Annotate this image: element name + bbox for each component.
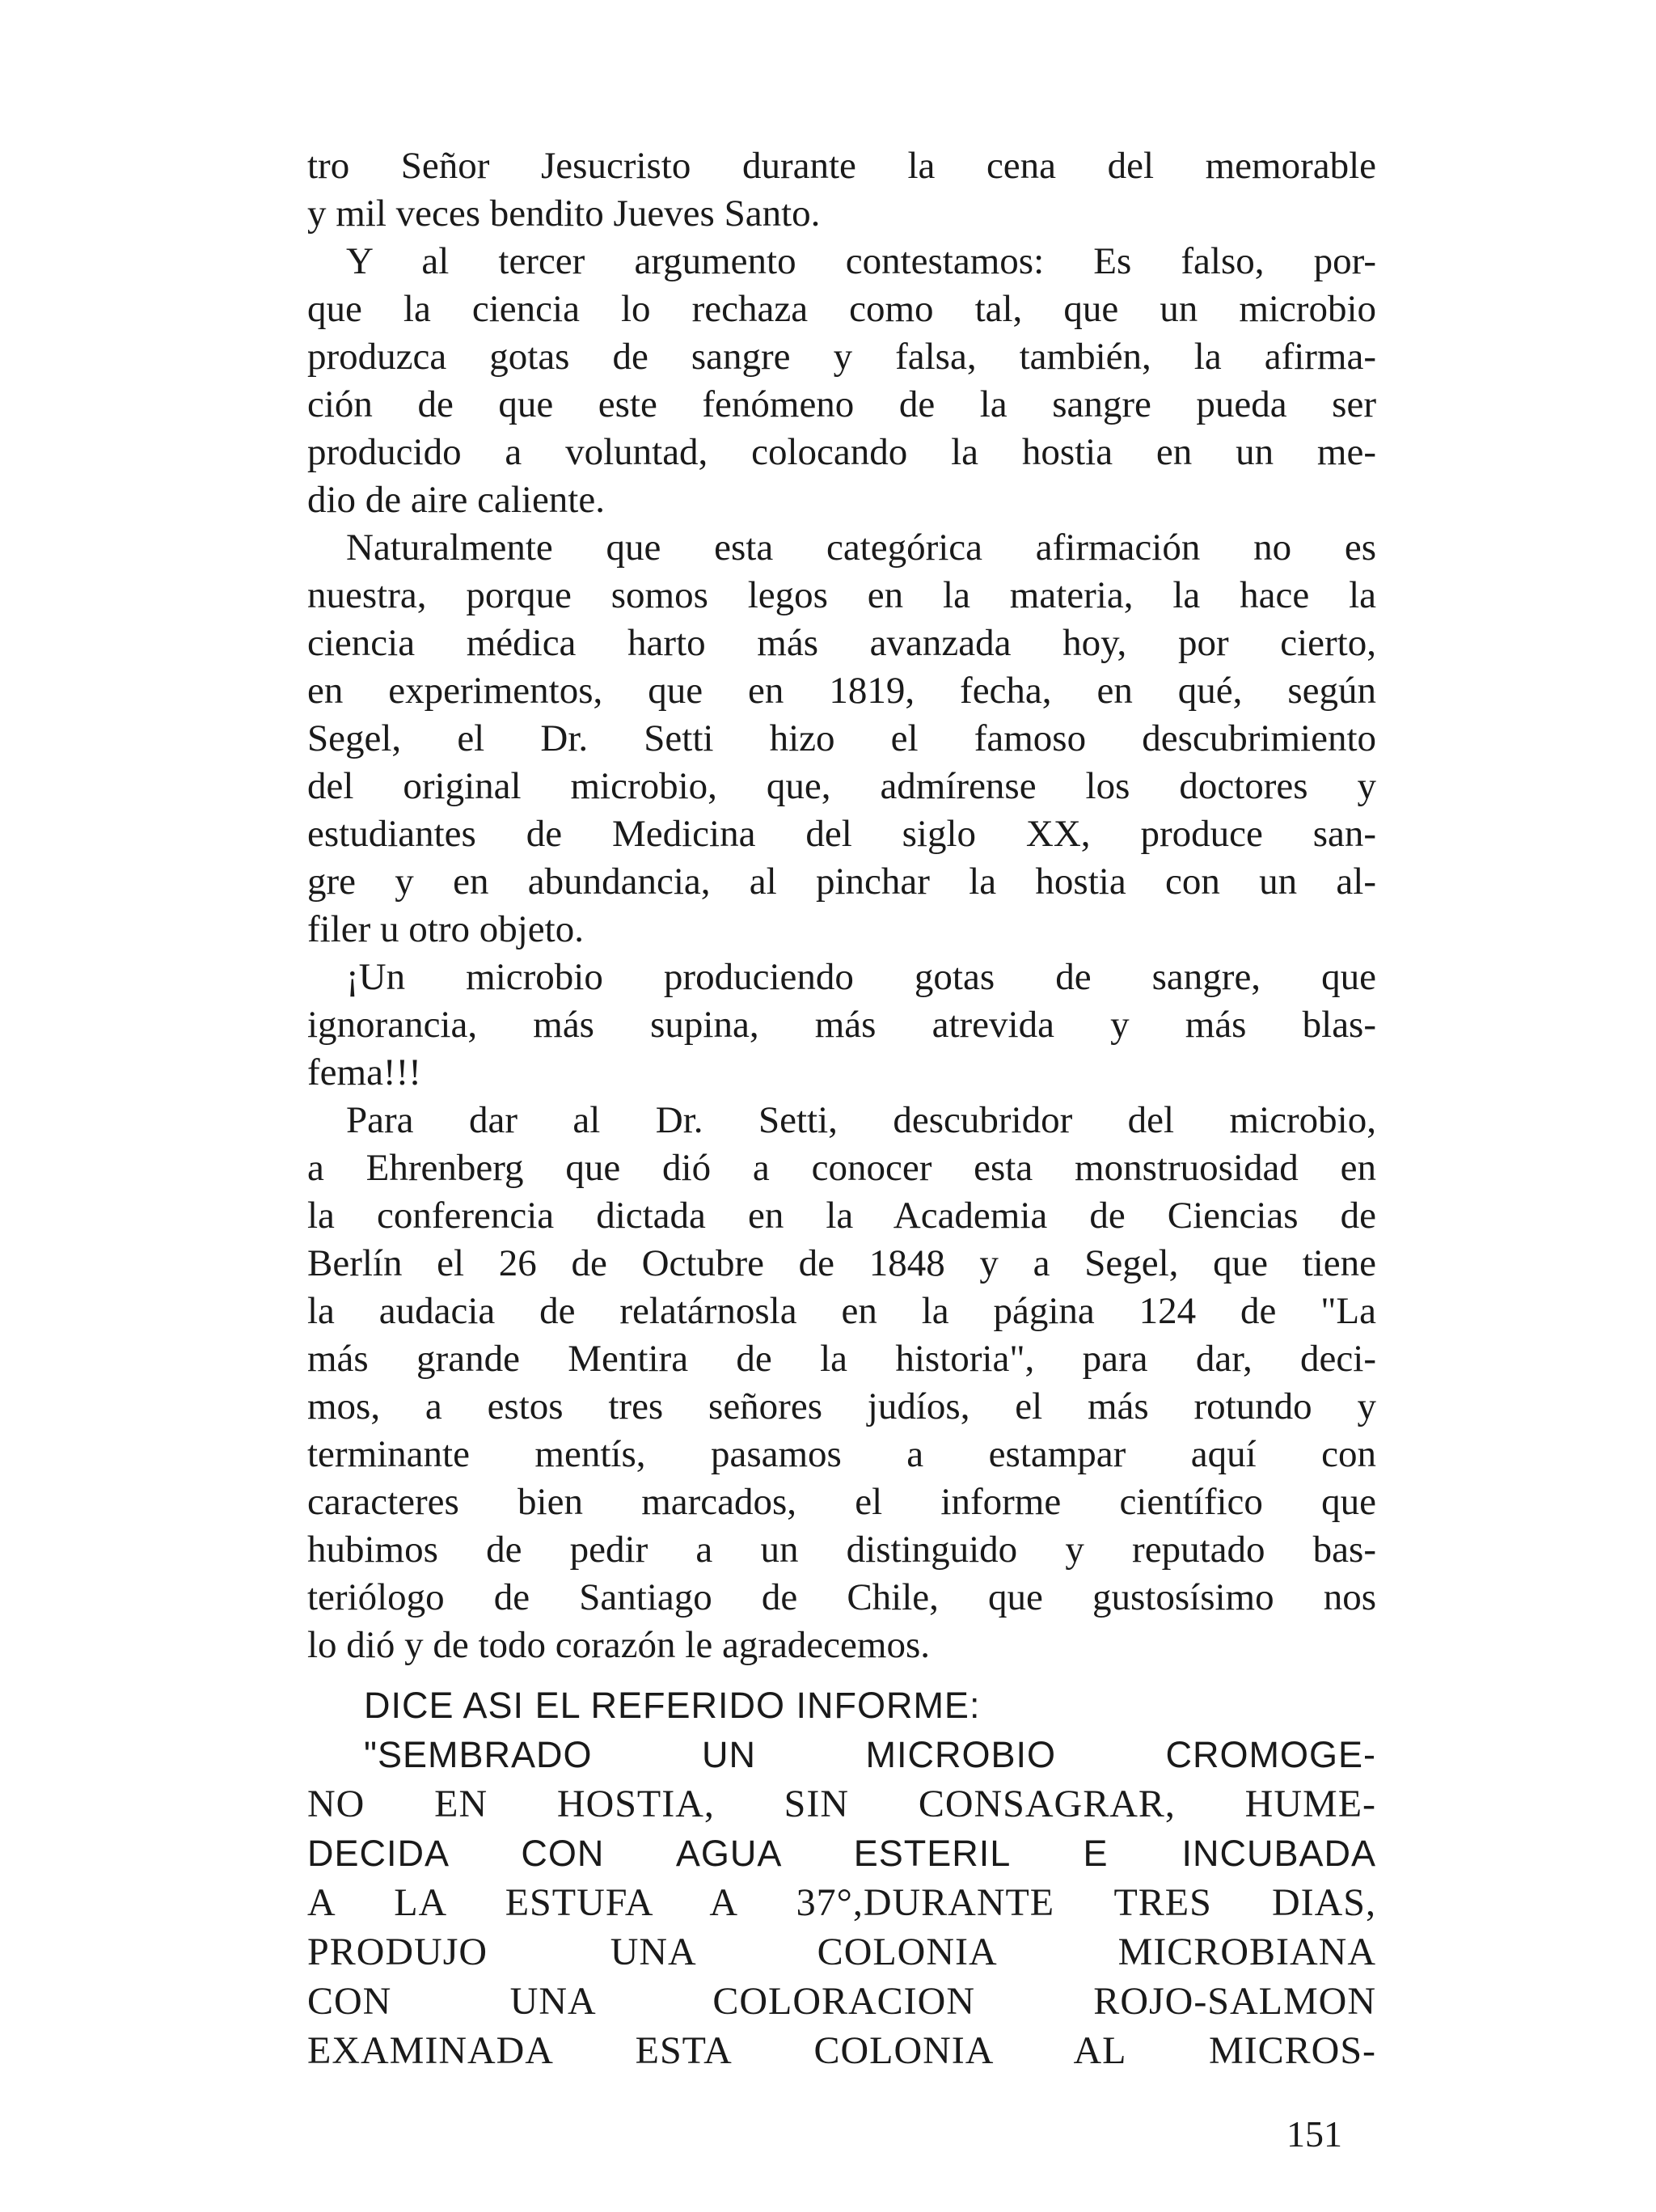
text-line: más grande Mentira de la historia", para dar, deci- bbox=[307, 1338, 1376, 1380]
report-line: CON UNA COLORACION ROJO-SALMON bbox=[307, 1980, 1376, 2023]
text-line: ignorancia, más supina, más atrevida y más blas- bbox=[307, 1004, 1376, 1046]
text-line: produzca gotas de sangre y falsa, también, la afirma- bbox=[307, 336, 1376, 378]
report-line: A LA ESTUFA A 37°,DURANTE TRES DIAS, bbox=[307, 1881, 1376, 1924]
text-line: teriólogo de Santiago de Chile, que gustosísimo nos bbox=[307, 1576, 1376, 1618]
text-line: caracteres bien marcados, el informe científico que bbox=[307, 1481, 1376, 1523]
text-line: Naturalmente que esta categórica afirmación no es bbox=[346, 527, 1376, 569]
text-line: nuestra, porque somos legos en la materia, la hace la bbox=[307, 574, 1376, 616]
text-line: y mil veces bendito Jueves Santo. bbox=[307, 192, 821, 235]
text-line: del original microbio, que, admírense los doctores y bbox=[307, 765, 1376, 807]
text-line: terminante mentís, pasamos a estampar aquí con bbox=[307, 1433, 1376, 1475]
text-line: estudiantes de Medicina del siglo XX, produce san- bbox=[307, 813, 1376, 855]
text-line: Y al tercer argumento contestamos: Es falso, por- bbox=[346, 240, 1376, 282]
text-line: Berlín el 26 de Octubre de 1848 y a Segel, que tiene bbox=[307, 1242, 1376, 1284]
report-line: PRODUJO UNA COLONIA MICROBIANA bbox=[307, 1931, 1376, 1973]
text-line: mos, a estos tres señores judíos, el más rotundo y bbox=[307, 1385, 1376, 1427]
report-line: DECIDA CON AGUA ESTERIL E INCUBADA bbox=[307, 1833, 1376, 1874]
report-line: NO EN HOSTIA, SIN CONSAGRAR, HUME- bbox=[307, 1783, 1376, 1825]
text-line: ¡Un microbio produciendo gotas de sangre, que bbox=[346, 956, 1376, 998]
text-line: Segel, el Dr. Setti hizo el famoso descubrimiento bbox=[307, 717, 1376, 759]
text-line: producido a voluntad, colocando la hostia en un me- bbox=[307, 431, 1376, 473]
text-line: la conferencia dictada en la Academia de Ciencias de bbox=[307, 1195, 1376, 1237]
text-line: gre y en abundancia, al pinchar la hostia con un al- bbox=[307, 861, 1376, 903]
page-number: 151 bbox=[1286, 2113, 1342, 2155]
report-line: "SEMBRADO UN MICROBIO CROMOGE- bbox=[364, 1734, 1376, 1775]
text-line: a Ehrenberg que dió a conocer esta monstruosidad en bbox=[307, 1147, 1376, 1189]
text-line: Para dar al Dr. Setti, descubridor del microbio, bbox=[346, 1099, 1376, 1141]
text-line: en experimentos, que en 1819, fecha, en qué, según bbox=[307, 670, 1376, 712]
report-heading: DICE ASI EL REFERIDO INFORME: bbox=[364, 1685, 981, 1726]
text-line: tro Señor Jesucristo durante la cena del memorable bbox=[307, 145, 1376, 187]
text-line: ciencia médica harto más avanzada hoy, por cierto, bbox=[307, 622, 1376, 664]
text-line: dio de aire caliente. bbox=[307, 479, 605, 521]
text-line: que la ciencia lo rechaza como tal, que un microbio bbox=[307, 288, 1376, 330]
text-line: ción de que este fenómeno de la sangre pueda ser bbox=[307, 383, 1376, 425]
text-line: filer u otro objeto. bbox=[307, 908, 584, 950]
text-line: la audacia de relatárnosla en la página 124 de "La bbox=[307, 1290, 1376, 1332]
text-column bbox=[307, 142, 1376, 2075]
text-line: lo dió y de todo corazón le agradecemos. bbox=[307, 1624, 930, 1666]
text-line: fema!!! bbox=[307, 1051, 421, 1093]
text-line: hubimos de pedir a un distinguido y reputado bas- bbox=[307, 1529, 1376, 1571]
report-line: EXAMINADA ESTA COLONIA AL MICROS- bbox=[307, 2029, 1376, 2072]
spacer bbox=[307, 1669, 1376, 1681]
